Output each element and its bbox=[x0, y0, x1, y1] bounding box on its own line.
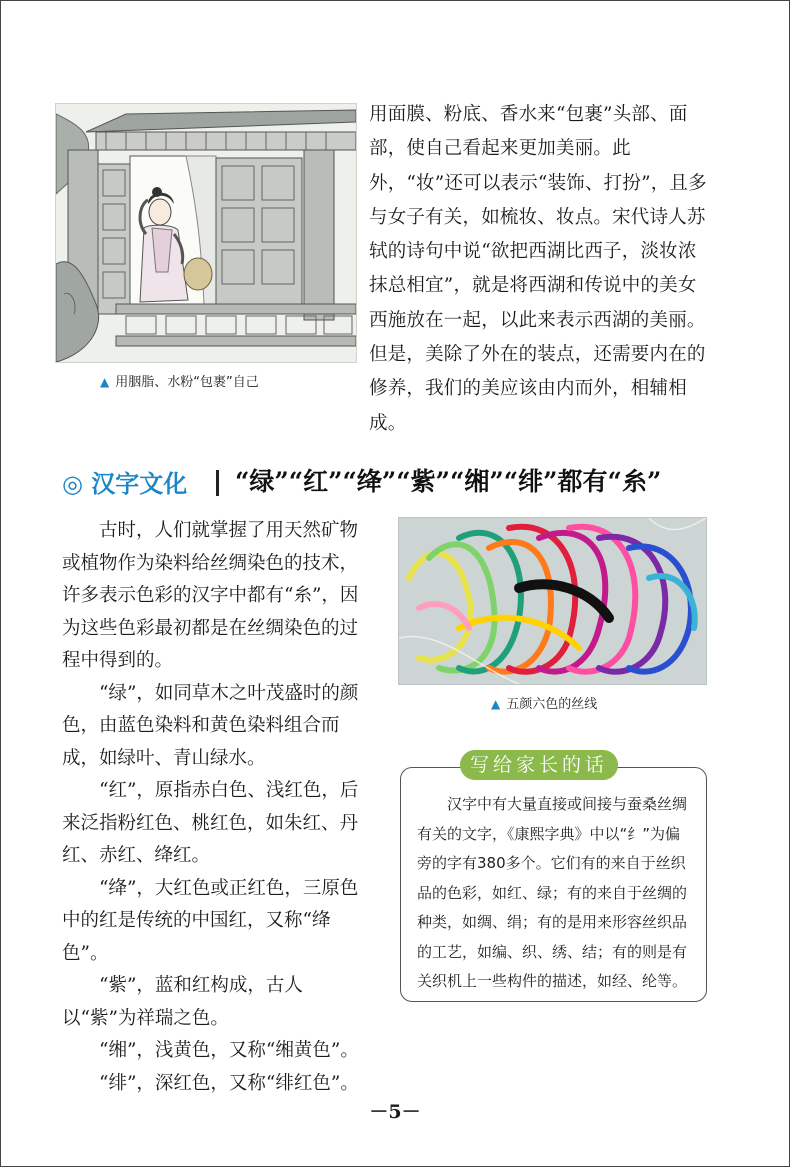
body-paragraph: 古时，人们就掌握了用天然矿物或植物作为染料给丝绸染色的技术，许多表示色彩的汉字中都有“糸”，因为这些色彩最初都是在丝绸染色的过程中得到的。 bbox=[62, 520, 359, 671]
body-paragraph: “红”，原指赤白色、浅红色，后来泛指粉红色、桃红色，如朱红、丹红、赤红、绛红。 bbox=[62, 780, 359, 866]
section-divider bbox=[216, 470, 219, 496]
page-number: －5－ bbox=[369, 1101, 421, 1123]
body-paragraph: “缃”，浅黄色，又称“缃黄色”。 bbox=[99, 1040, 359, 1061]
figure2-caption bbox=[491, 693, 597, 712]
body-paragraph: “紫”，蓝和红构成，古人以“紫”为祥瑞之色。 bbox=[62, 975, 303, 1029]
section-heading bbox=[62, 460, 722, 504]
intro-paragraph-text: 用面膜、粉底、香水来“包裹”头部、面部，使自己看起来更加美丽。此外，“妆”还可以表示“装饰、打扮”，且多与女子有关，如梳妆、妆点。宋代诗人苏轼的诗句中说“欲把西湖比西子，淡妆浓抹总相宜”，就是将西湖和传说中的美女西施放在一起，以此来表示西湖的美丽。但是，美除了外在的装点，还需要内在的修养，我们的美应该由内而外，相辅相成。 bbox=[369, 104, 707, 434]
triangle-icon: ▲ bbox=[100, 375, 110, 389]
figure2-caption-text: 五颜六色的丝线 bbox=[506, 697, 598, 712]
body-paragraph: “绿”，如同草木之叶茂盛时的颜色，由蓝色染料和黄色染料组合而成，如绿叶、青山绿水。 bbox=[62, 682, 359, 769]
parents-note-title: 写给家长的话 bbox=[460, 750, 618, 780]
intro-paragraph bbox=[369, 98, 714, 441]
figure1-caption-text: 用胭脂、水粉“包裹”自己 bbox=[115, 375, 259, 390]
photo-silk-threads bbox=[398, 517, 707, 685]
illustration-woman-window bbox=[55, 103, 357, 363]
body-paragraph: “绛”，大红色或正红色，三原色中的红是传统的中国红，又称“绛色”。 bbox=[62, 877, 359, 964]
body-text bbox=[62, 515, 372, 1100]
figure1-caption bbox=[100, 371, 259, 390]
parents-note-text: 汉字中有大量直接或间接与蚕桑丝绸有关的文字，《康熙字典》中以“纟”为偏旁的字有380多个。它们有的来自于丝织品的色彩，如红、绿；有的来自于丝绸的种类，如绸、绢；有的是用来形容丝织品的工艺，如编、织、绣、结；有的则是有关织机上一些构件的描述，如经、纶等。 bbox=[417, 795, 688, 990]
triangle-icon: ▲ bbox=[491, 697, 501, 711]
section-subtitle: “绿”“红”“绛”“紫”“缃”“绯”都有“糸” bbox=[235, 467, 662, 496]
section-title: ◎ 汉字文化 bbox=[62, 470, 188, 498]
body-paragraph: “绯”，深红色，又称“绯红色”。 bbox=[99, 1072, 359, 1094]
